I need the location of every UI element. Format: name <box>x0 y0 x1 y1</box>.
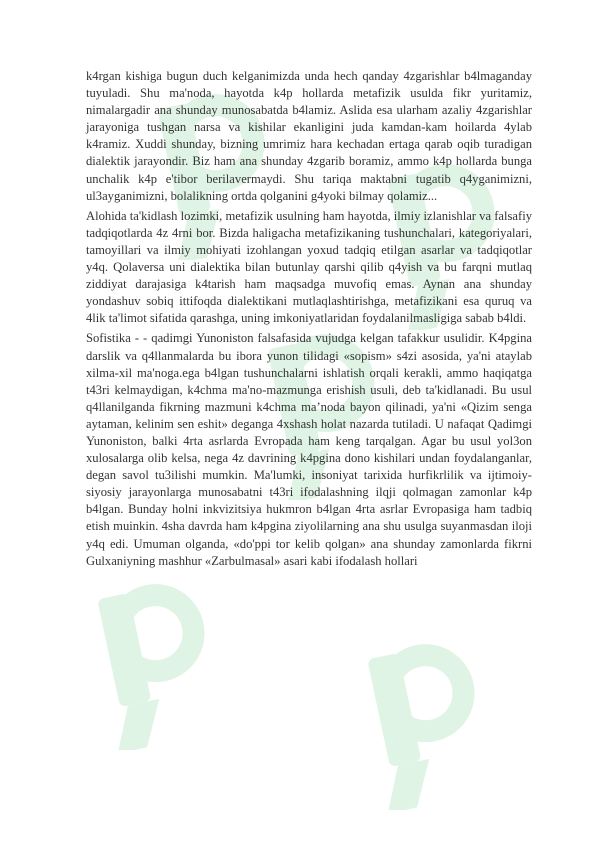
paragraph-1: k4rgan kishiga bugun duch kelganimizda unda hech qanday 4zgarishlar b4lmaganday tuyuladi. Shu ma'noda, hayotda k4p hollarda metafizik usulda fikr yuritamiz, nimalargadir ana shunday munosabatda b4lamiz. Aslida esa ularham azaliy 4zgarishlar jarayoniga tushgan narsa va kishilar ekanligini juda kamdan-kam hoilarda 4ylab k4ramiz. Xuddi shunday, bizning umrimiz hara kechadan ertaga qarab oqib turadigan dialektik jarayondir. Biz ham ana shunday 4zgarib boramiz, ammo k4p hollarda bunga unchalik k4p e'tibor berilavermaydi. Shu tariqa maktabni tugatib q4yganimizni, ul3ayganimizni, bolalikning ortda qolganini g4yoki bilmay qolamiz... <box>86 69 532 203</box>
document-body <box>86 68 532 573</box>
paragraph-3: Sofistika - - qadimgi Yunoniston falsafasida vujudga kelgan tafakkur usulidir. K4pgina darslik va q4llanmalarda bu ibora yunon tilidagi «sopism» s4zi asosida, ya'ni ataylab xilma-xil ma'noga.ega b4lgan tushunchalarni ishlatish orqali kerakli, ammo haqiqatga t43ri kelmaydigan, k4chma ma'no-mazmunga erishish usuli, deb ta'kidlanadi. Bu usul q4llanilganda fikrning mazmuni k4chma ma’noda bayon qilinadi, ya'ni «Qizim senga aytaman, kelinim sen eshit» deganga 4xshash holat nazarda tutiladi. U nafaqat Qadimgi Yunoniston, balki 4rta asrlarda Evropada ham keng tarqalgan. Agar bu usul yol3on xulosalarga olib kelsa, nega 4z davrining k4pgina dono kishilari undan foydalanganlar, degan savol tu3ilishi mumkin. Ma'lumki, insoniyat tarixida hurfikrlilik va ijtimoiy-siyosiy jarayonlarga munosabatni t43ri ifodalashning ilqji qolmagan zamonlar k4p b4lgan. Bunday holni inkvizitsiya hukmron b4lgan 4rta asrlar Evropasiga ham tadbiq etish muinkin. 4sha davrda ham k4pgina ziyolilarning ana shu usulga suyanmasdan iloji y4q edi. Umuman olganda, «do'ppi tor kelib qolgan» ana shunday zamonlarda fikrni Gulxaniyning mashhur «Zarbulmasal» asari kabi ifodalash hollari <box>86 331 532 568</box>
watermark-logo-icon <box>360 640 480 810</box>
watermark-logo-icon <box>90 580 210 750</box>
paragraph-2: Alohida ta'kidlash lozimki, metafizik usulning ham hayotda, ilmiy izlanishlar va falsafiy tadqiqotlarda 4z 4rni bor. Bizda haligacha metafizikaning tushunchalari, kategoriyalari, tamoyillari va ilmiy mohiyati izohlangan yoxud tadqiq etilgan asarlar va tadqiqotlar y4q. Qolaversa uni dialektika bilan butunlay qarshi qilib q4yish va bu farqni mutlaq ziddiyat darajasiga k4tarish ham maqsadga muvofiq emas. Aynan ana shunday yondashuv sobiq ittifoqda dialektikani mutlaqlashtirishga, metafizikani esa quruq va 4lik ta'limot sifatida qarashga, uning imkoniyatlaridan foydalanilmasligiga sabab b4ldi. <box>86 208 532 326</box>
